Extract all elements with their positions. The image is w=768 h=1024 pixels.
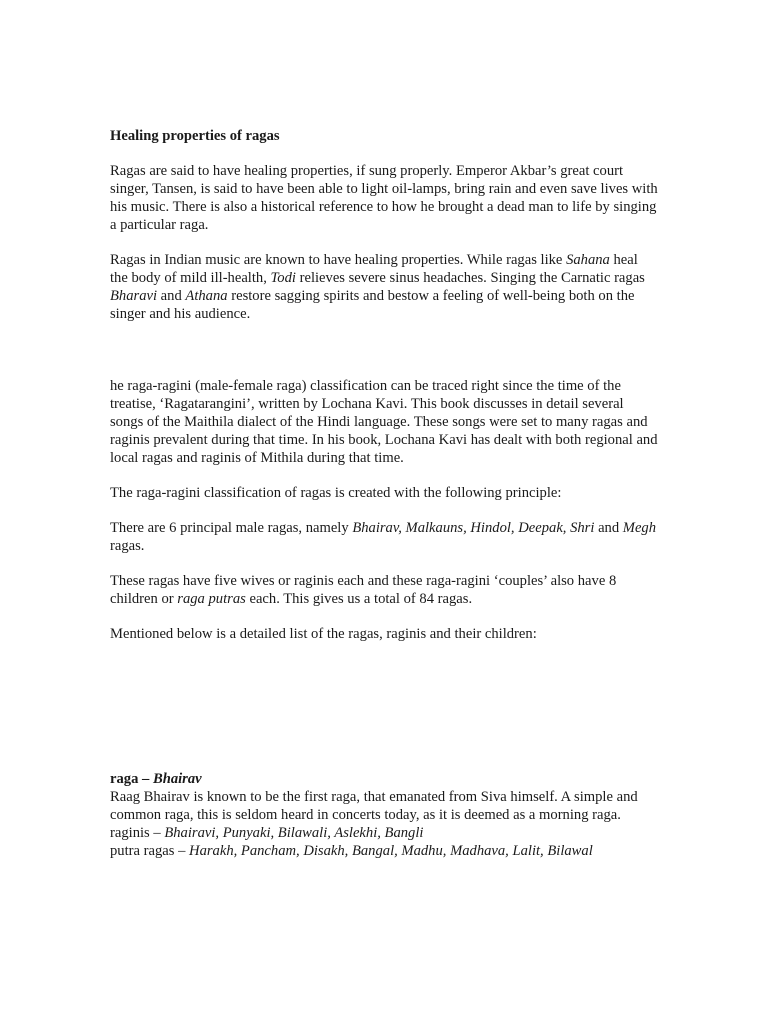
putra-ragas-line (110, 842, 658, 860)
paragraph-classification-history: he raga-ragini (male-female raga) classification can be traced right since the time of the treatise, ‘Ragatarangini’, written by Lochana Kavi. This book discusses in detail several songs of the Maithila dialect of the Hindi language. These songs were set to many ragas and raginis prevalent during that time. In his book, Lochana Kavi has dealt with both regional and local ragas and raginis of Mithila during that time. (110, 378, 658, 466)
paragraph-principal-ragas (110, 519, 658, 555)
raga-title (110, 770, 658, 788)
text-run: relieves severe sinus headaches. Singing the Carnatic ragas (295, 270, 645, 286)
text-run: These ragas have five wives or raginis each and these raga-ragini ‘couples’ also have 8 children or (110, 573, 617, 607)
raga-name-italic: Bharavi (110, 288, 158, 304)
paragraph-list-intro: Mentioned below is a detailed list of the ragas, raginis and their children: (110, 626, 537, 642)
text-run: each. This gives us a total of 84 ragas. (245, 591, 473, 607)
raga-name-italic: Athana (185, 288, 228, 304)
raginis-label: raginis – (110, 825, 165, 841)
document-heading: Healing properties of ragas (110, 128, 280, 144)
text-run: restore sagging spirits and bestow a feeling of well-being both on the singer and his audience. (110, 288, 635, 322)
raga-names-italic: Bhairav, Malkauns, Hindol, Deepak, Shri (352, 520, 595, 536)
document-page (110, 127, 658, 860)
text-run: ragas. (110, 538, 145, 554)
paragraph-tansen: Ragas are said to have healing properties, if sung properly. Emperor Akbar’s great court singer, Tansen, is said to have been able to light oil-lamps, bring rain and even save lives with his music. There is also a historical reference to how he brought a dead man to life by singing a particular raga. (110, 163, 658, 233)
spacer (110, 660, 658, 770)
raga-name-italic: Megh (622, 520, 657, 536)
text-run: heal the body of mild ill-health, (110, 252, 638, 286)
raga-bhairav-section (110, 770, 658, 860)
putra-label: putra ragas – (110, 843, 190, 859)
paragraph-healing-ragas (110, 251, 658, 323)
raga-name-italic: Sahana (566, 252, 610, 268)
text-run: There are 6 principal male ragas, namely (110, 520, 353, 536)
raga-title-name: Bhairav (152, 771, 202, 787)
putra-list: Harakh, Pancham, Disakh, Bangal, Madhu, Madhava, Lalit, Bilawal (189, 843, 593, 859)
raga-description: Raag Bhairav is known to be the first raga, that emanated from Siva himself. A simple and common raga, this is seldom heard in concerts today, as it is deemed as a morning raga. (110, 789, 638, 823)
raga-name-italic: Todi (270, 270, 296, 286)
raginis-line (110, 824, 658, 842)
text-run: and (594, 520, 623, 536)
raginis-list: Bhairavi, Punyaki, Bilawali, Aslekhi, Bangli (164, 825, 424, 841)
text-run: and (157, 288, 186, 304)
term-italic: raga putras (177, 591, 246, 607)
raga-title-prefix: raga – (110, 771, 153, 787)
paragraph-principle: The raga-ragini classification of ragas is created with the following principle: (110, 485, 562, 501)
spacer (110, 340, 658, 377)
text-run: Ragas in Indian music are known to have healing properties. While ragas like (110, 252, 567, 268)
paragraph-raginis-count (110, 572, 658, 608)
